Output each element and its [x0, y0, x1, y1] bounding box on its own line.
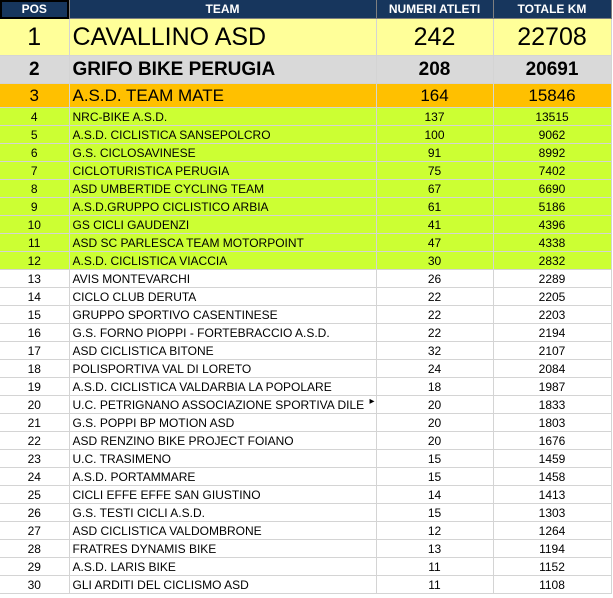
cell-pos[interactable]: 5	[0, 126, 69, 144]
table-row	[0, 414, 611, 432]
cell-km[interactable]: 4396	[493, 216, 611, 234]
table-row	[0, 234, 611, 252]
cell-pos[interactable]: 3	[0, 84, 69, 108]
cell-pos[interactable]: 29	[0, 558, 69, 576]
table-row	[0, 342, 611, 360]
cell-team[interactable]: CAVALLINO ASD	[69, 19, 376, 56]
table-row	[0, 576, 611, 594]
table-row	[0, 378, 611, 396]
cell-km[interactable]: 15846	[493, 84, 611, 108]
cell-km[interactable]: 13515	[493, 108, 611, 126]
table-row	[0, 252, 611, 270]
table-row	[0, 360, 611, 378]
cell-team[interactable]: A.S.D. CICLISTICA VIACCIA	[69, 252, 376, 270]
cell-atleti[interactable]: 20	[376, 432, 493, 450]
cell-pos[interactable]: 7	[0, 162, 69, 180]
cell-pos[interactable]: 15	[0, 306, 69, 324]
cell-team[interactable]: CICLO CLUB DERUTA	[69, 288, 376, 306]
cell-atleti[interactable]: 41	[376, 216, 493, 234]
cell-team[interactable]: A.S.D.GRUPPO CICLISTICO ARBIA	[69, 198, 376, 216]
cell-team[interactable]: A.S.D. LARIS BIKE	[69, 558, 376, 576]
cell-team[interactable]: GLI ARDITI DEL CICLISMO ASD	[69, 576, 376, 594]
table-row	[0, 108, 611, 126]
cell-atleti[interactable]: 15	[376, 504, 493, 522]
cell-km[interactable]: 2289	[493, 270, 611, 288]
cell-team[interactable]: G.S. POPPI BP MOTION ASD	[69, 414, 376, 432]
table-row	[0, 324, 611, 342]
cell-atleti[interactable]: 22	[376, 324, 493, 342]
cell-team[interactable]: NRC-BIKE A.S.D.	[69, 108, 376, 126]
cell-team[interactable]: G.S. FORNO PIOPPI - FORTEBRACCIO A.S.D.	[69, 324, 376, 342]
cell-km[interactable]: 2205	[493, 288, 611, 306]
header-atleti[interactable]: NUMERI ATLETI	[376, 0, 493, 19]
cell-atleti[interactable]: 11	[376, 558, 493, 576]
cell-pos[interactable]: 12	[0, 252, 69, 270]
cell-atleti[interactable]: 242	[376, 19, 493, 56]
cell-km[interactable]: 2084	[493, 360, 611, 378]
cell-atleti[interactable]: 13	[376, 540, 493, 558]
cell-km[interactable]: 4338	[493, 234, 611, 252]
table-row	[0, 486, 611, 504]
table-row	[0, 56, 611, 84]
cell-pos[interactable]: 6	[0, 144, 69, 162]
cell-team[interactable]: GS CICLI GAUDENZI	[69, 216, 376, 234]
cell-atleti[interactable]: 32	[376, 342, 493, 360]
cell-atleti[interactable]: 61	[376, 198, 493, 216]
cell-atleti[interactable]: 18	[376, 378, 493, 396]
cell-km[interactable]: 9062	[493, 126, 611, 144]
table-row	[0, 450, 611, 468]
cell-pos[interactable]: 4	[0, 108, 69, 126]
cell-atleti[interactable]: 91	[376, 144, 493, 162]
cell-atleti[interactable]: 30	[376, 252, 493, 270]
table-row	[0, 144, 611, 162]
cell-atleti[interactable]: 164	[376, 84, 493, 108]
cell-km[interactable]: 5186	[493, 198, 611, 216]
header-km[interactable]: TOTALE KM	[493, 0, 611, 19]
cell-atleti[interactable]: 22	[376, 306, 493, 324]
table-row	[0, 198, 611, 216]
table-row	[0, 558, 611, 576]
table-row	[0, 216, 611, 234]
cell-atleti[interactable]: 14	[376, 486, 493, 504]
cell-atleti[interactable]: 137	[376, 108, 493, 126]
cell-pos[interactable]: 20	[0, 396, 69, 414]
cell-km[interactable]: 1413	[493, 486, 611, 504]
cell-pos[interactable]: 10	[0, 216, 69, 234]
cell-km[interactable]: 2107	[493, 342, 611, 360]
cell-atleti[interactable]: 12	[376, 522, 493, 540]
cell-team[interactable]: ASD CICLISTICA BITONE	[69, 342, 376, 360]
cell-atleti[interactable]: 20	[376, 414, 493, 432]
cell-pos[interactable]: 19	[0, 378, 69, 396]
cell-km[interactable]: 1303	[493, 504, 611, 522]
cell-team[interactable]: CICLOTURISTICA PERUGIA	[69, 162, 376, 180]
cell-km[interactable]: 1108	[493, 576, 611, 594]
cell-pos[interactable]: 11	[0, 234, 69, 252]
table-row	[0, 270, 611, 288]
table-row	[0, 396, 611, 414]
cell-km[interactable]: 1676	[493, 432, 611, 450]
cell-team[interactable]: GRIFO BIKE PERUGIA	[69, 56, 376, 84]
cell-pos[interactable]: 2	[0, 56, 69, 84]
cell-km[interactable]: 1803	[493, 414, 611, 432]
cell-pos[interactable]: 18	[0, 360, 69, 378]
table-row	[0, 180, 611, 198]
cell-team[interactable]: G.S. CICLOSAVINESE	[69, 144, 376, 162]
cell-pos[interactable]: 16	[0, 324, 69, 342]
header-pos[interactable]: POS	[0, 0, 69, 19]
cell-km[interactable]: 6690	[493, 180, 611, 198]
table-row	[0, 19, 611, 56]
cell-pos[interactable]: 27	[0, 522, 69, 540]
cell-pos[interactable]: 23	[0, 450, 69, 468]
cell-atleti[interactable]: 208	[376, 56, 493, 84]
cell-km[interactable]: 2832	[493, 252, 611, 270]
cell-atleti[interactable]: 26	[376, 270, 493, 288]
table-row	[0, 468, 611, 486]
cell-km[interactable]: 1987	[493, 378, 611, 396]
cell-atleti[interactable]: 20	[376, 396, 493, 414]
cell-team[interactable]: U.C. TRASIMENO	[69, 450, 376, 468]
cell-team[interactable]: CICLI EFFE EFFE SAN GIUSTINO	[69, 486, 376, 504]
cell-pos[interactable]: 14	[0, 288, 69, 306]
table-row	[0, 288, 611, 306]
table-row	[0, 540, 611, 558]
cell-pos[interactable]: 24	[0, 468, 69, 486]
cell-atleti[interactable]: 24	[376, 360, 493, 378]
cell-km[interactable]: 22708	[493, 19, 611, 56]
cell-pos[interactable]: 26	[0, 504, 69, 522]
cell-team[interactable]: ASD RENZINO BIKE PROJECT FOIANO	[69, 432, 376, 450]
cell-km[interactable]: 1264	[493, 522, 611, 540]
table-row	[0, 522, 611, 540]
cell-atleti[interactable]: 11	[376, 576, 493, 594]
cell-atleti[interactable]: 15	[376, 468, 493, 486]
cell-team[interactable]: A.S.D. PORTAMMARE	[69, 468, 376, 486]
cell-km[interactable]: 1458	[493, 468, 611, 486]
cell-team[interactable]: U.C. PETRIGNANO ASSOCIAZIONE SPORTIVA DILE ▸	[69, 396, 376, 414]
header-team[interactable]: TEAM	[69, 0, 376, 19]
cell-team[interactable]: FRATRES DYNAMIS BIKE	[69, 540, 376, 558]
cell-km[interactable]: 1833	[493, 396, 611, 414]
cell-pos[interactable]: 22	[0, 432, 69, 450]
cell-atleti[interactable]: 67	[376, 180, 493, 198]
cell-team[interactable]: ASD CICLISTICA VALDOMBRONE	[69, 522, 376, 540]
cell-team[interactable]: POLISPORTIVA VAL DI LORETO	[69, 360, 376, 378]
cell-km[interactable]: 2203	[493, 306, 611, 324]
cell-atleti[interactable]: 100	[376, 126, 493, 144]
cell-team[interactable]: ASD UMBERTIDE CYCLING TEAM	[69, 180, 376, 198]
cell-team[interactable]: G.S. TESTI CICLI A.S.D.	[69, 504, 376, 522]
cell-atleti[interactable]: 75	[376, 162, 493, 180]
table-row	[0, 306, 611, 324]
cell-pos[interactable]: 30	[0, 576, 69, 594]
cell-atleti[interactable]: 22	[376, 288, 493, 306]
cell-team[interactable]: A.S.D. CICLISTICA VALDARBIA LA POPOLARE	[69, 378, 376, 396]
cell-km[interactable]: 20691	[493, 56, 611, 84]
header-row	[0, 0, 611, 19]
cell-km[interactable]: 1152	[493, 558, 611, 576]
cell-km[interactable]: 2194	[493, 324, 611, 342]
cell-atleti[interactable]: 47	[376, 234, 493, 252]
table-row	[0, 504, 611, 522]
cell-km[interactable]: 8992	[493, 144, 611, 162]
cell-team[interactable]: A.S.D. CICLISTICA SANSEPOLCRO	[69, 126, 376, 144]
table-row	[0, 432, 611, 450]
cell-pos[interactable]: 1	[0, 19, 69, 56]
cell-km[interactable]: 7402	[493, 162, 611, 180]
cell-pos[interactable]: 8	[0, 180, 69, 198]
cell-team[interactable]: ASD SC PARLESCA TEAM MOTORPOINT	[69, 234, 376, 252]
cell-km[interactable]: 1459	[493, 450, 611, 468]
table-row	[0, 84, 611, 108]
cell-pos[interactable]: 28	[0, 540, 69, 558]
cell-team[interactable]: AVIS MONTEVARCHI	[69, 270, 376, 288]
cell-km[interactable]: 1194	[493, 540, 611, 558]
table-row	[0, 126, 611, 144]
cell-pos[interactable]: 13	[0, 270, 69, 288]
cell-pos[interactable]: 25	[0, 486, 69, 504]
cell-team[interactable]: A.S.D. TEAM MATE	[69, 84, 376, 108]
cell-atleti[interactable]: 15	[376, 450, 493, 468]
table-row	[0, 162, 611, 180]
cell-pos[interactable]: 21	[0, 414, 69, 432]
cell-team[interactable]: GRUPPO SPORTIVO CASENTINESE	[69, 306, 376, 324]
cell-pos[interactable]: 17	[0, 342, 69, 360]
cell-pos[interactable]: 9	[0, 198, 69, 216]
